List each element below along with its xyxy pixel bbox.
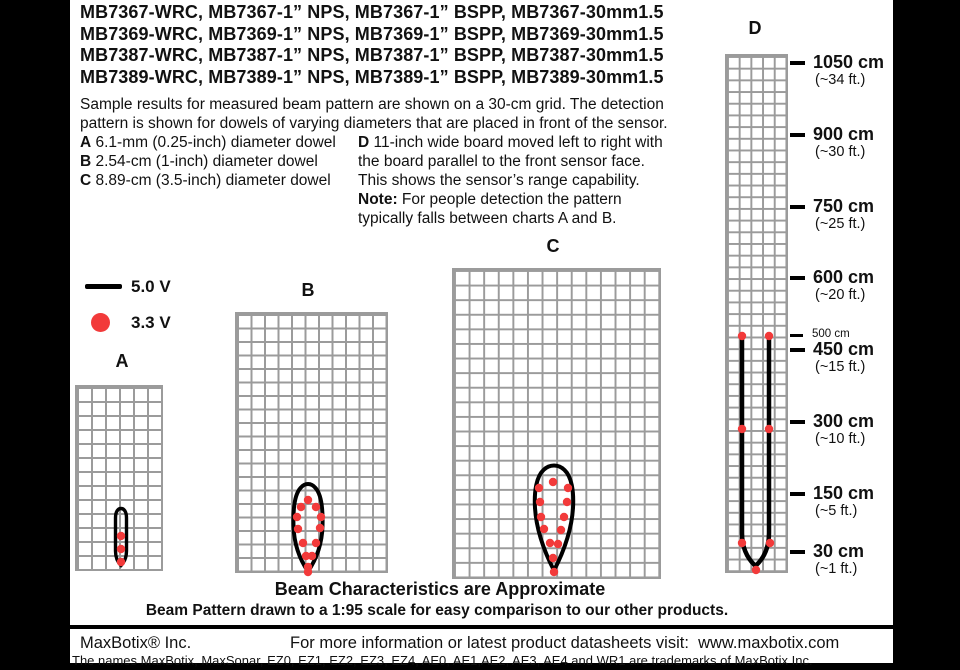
scale-tick xyxy=(790,550,805,554)
dowel-key-c: C xyxy=(80,172,92,189)
scale-main-label: 30 cm xyxy=(813,541,865,561)
scale-label-450 xyxy=(790,339,900,379)
scale-main-label: 750 cm xyxy=(813,196,875,216)
scale-main-label: 600 cm xyxy=(813,267,875,287)
board-line-3: This shows the sensor’s range capability. xyxy=(358,172,640,189)
scale-main-label: 300 cm xyxy=(813,411,875,431)
grid-b xyxy=(235,312,388,573)
scale-tick-small xyxy=(790,334,803,337)
scale-small-label: 500 cm xyxy=(812,328,850,340)
footer-scale-note: Beam Pattern drawn to a 1:95 scale for easy comparison to our other products. xyxy=(145,602,729,619)
footer-info-url: For more information or latest product datasheets visit: www.maxbotix.com xyxy=(290,634,840,652)
footer-trademark: The names MaxBotix, MaxSonar, EZ0, EZ1, EZ2, EZ3, EZ4, AE0, AE1,AE2, AE3, AE4 and WR1 are trademarks of MaxBotix Inc. xyxy=(72,653,813,668)
intro-paragraph xyxy=(80,95,720,133)
dowel-list xyxy=(80,133,360,190)
dowel-key-a: A xyxy=(80,134,92,151)
dowel-text-c: 8.89-cm (3.5-inch) diameter dowel xyxy=(91,172,331,189)
scale-label-30 xyxy=(790,541,900,581)
scale-label-900 xyxy=(790,124,900,164)
footer-company: MaxBotix® Inc. xyxy=(80,634,192,652)
scale-sub-label: (~10 ft.) xyxy=(815,431,866,447)
scale-sub-label: (~34 ft.) xyxy=(815,72,866,88)
footer-divider xyxy=(70,625,893,629)
dowel-item-a xyxy=(80,133,360,152)
grid-a xyxy=(75,385,163,571)
legend-dot-swatch xyxy=(91,313,110,332)
intro-line-2: pattern is shown for dowels of varying diameters that are placed in front of the sensor. xyxy=(80,115,668,132)
scale-label-750 xyxy=(790,196,900,236)
chart-label-c: C xyxy=(546,236,560,256)
product-title xyxy=(80,2,740,88)
scale-sub-label: (~25 ft.) xyxy=(815,216,866,232)
chart-label-a: A xyxy=(115,351,129,371)
scale-label-300 xyxy=(790,411,900,451)
scale-tick xyxy=(790,61,805,65)
dowel-item-b xyxy=(80,152,360,171)
dowel-item-c xyxy=(80,171,360,190)
scale-sub-label: (~20 ft.) xyxy=(815,287,866,303)
scale-label-150 xyxy=(790,483,900,523)
intro-line-1: Sample results for measured beam pattern are shown on a 30-cm grid. The detection xyxy=(80,96,664,113)
scale-label-1050 xyxy=(790,52,900,92)
board-description xyxy=(358,133,688,228)
footer-approximate-note: Beam Characteristics are Approximate xyxy=(274,579,606,599)
scale-sub-label: (~5 ft.) xyxy=(815,503,858,519)
title-line-3: MB7387-WRC, MB7387-1” NPS, MB7387-1” BSPP, MB7387-30mm1.5 xyxy=(80,45,664,65)
grid-d xyxy=(725,54,788,573)
title-line-4: MB7389-WRC, MB7389-1” NPS, MB7389-1” BSPP, MB7389-30mm1.5 xyxy=(80,66,664,87)
scale-tick xyxy=(790,276,805,280)
chart-label-b: B xyxy=(301,280,315,300)
dowel-text-b: 2.54-cm (1-inch) diameter dowel xyxy=(91,153,318,170)
note-text: For people detection the pattern xyxy=(397,191,622,208)
scale-main-label: 450 cm xyxy=(813,339,875,359)
board-text-1: 11-inch wide board moved left to right with xyxy=(369,134,663,151)
scale-sub-label: (~1 ft.) xyxy=(815,561,858,577)
dowel-key-b: B xyxy=(80,153,92,170)
board-line-5: typically falls between charts A and B. xyxy=(358,210,617,227)
board-line-2: the board parallel to the front sensor face. xyxy=(358,153,645,170)
title-line-2: MB7369-WRC, MB7369-1” NPS, MB7369-1” BSPP, MB7369-30mm1.5 xyxy=(80,23,664,44)
scale-tick xyxy=(790,420,805,424)
note-label: Note: xyxy=(358,191,398,208)
scale-sub-label: (~30 ft.) xyxy=(815,144,866,160)
scale-tick xyxy=(790,133,805,137)
scale-tick xyxy=(790,492,805,496)
scale-label-600 xyxy=(790,267,900,307)
legend-5v-label: 5.0 V xyxy=(131,277,171,296)
board-line-1 xyxy=(358,133,688,152)
scale-main-label: 900 cm xyxy=(813,124,875,144)
grid-c xyxy=(452,268,661,579)
board-key: D xyxy=(358,134,370,151)
chart-label-d: D xyxy=(748,18,762,38)
scale-tick xyxy=(790,348,805,352)
board-note-line xyxy=(358,190,688,209)
legend-line-swatch xyxy=(85,284,122,289)
scale-main-label: 150 cm xyxy=(813,483,875,503)
legend-3v3-label: 3.3 V xyxy=(131,313,171,332)
scale-tick xyxy=(790,205,805,209)
scale-main-label: 1050 cm xyxy=(813,52,885,72)
title-line-1: MB7367-WRC, MB7367-1” NPS, MB7367-1” BSPP, MB7367-30mm1.5 xyxy=(80,2,664,22)
scale-sub-label: (~15 ft.) xyxy=(815,359,866,375)
dowel-text-a: 6.1-mm (0.25-inch) diameter dowel xyxy=(91,134,336,151)
content-area xyxy=(70,0,893,668)
